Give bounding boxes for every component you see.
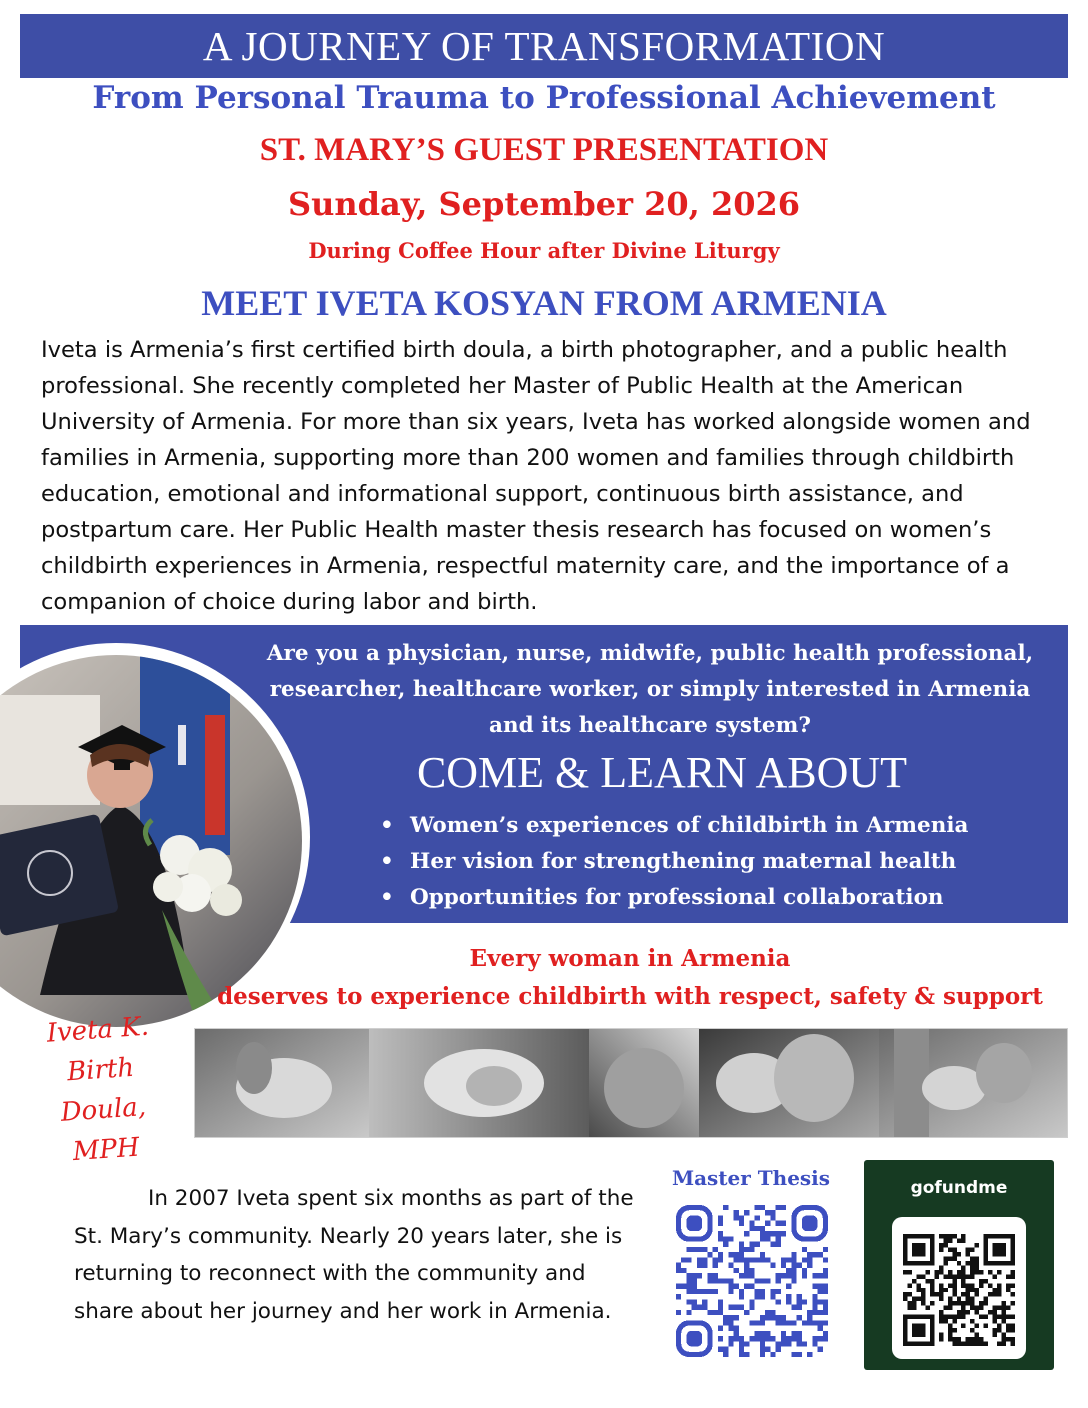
event-time-note: During Coffee Hour after Divine Liturgy bbox=[308, 238, 780, 263]
signature: Iveta K. Birth Doula, MPH bbox=[45, 1011, 150, 1168]
gofundme-logo: gofundme bbox=[910, 1178, 1008, 1198]
speaker-heading: MEET IVETA KOSYAN FROM ARMENIA bbox=[201, 283, 887, 323]
learn-heading: COME & LEARN ABOUT bbox=[416, 748, 908, 797]
presentation-label: ST. MARY’S GUEST PRESENTATION bbox=[259, 132, 829, 168]
thesis-label: Master Thesis bbox=[671, 1166, 831, 1190]
community-note: In 2007 Iveta spent six months as part of the St. Mary’s community. Nearly 20 years later, she is returning to reconnect with the community and share about her journey and her work in Armenia. bbox=[74, 1186, 634, 1324]
thesis-qr-code[interactable] bbox=[676, 1205, 828, 1357]
event-date: Sunday, September 20, 2026 bbox=[287, 185, 800, 223]
childbirth-photo-strip bbox=[194, 1028, 1068, 1138]
list-item: • Women’s experiences of childbirth in Armenia bbox=[380, 808, 1040, 844]
list-item: • Opportunities for professional collaboration bbox=[380, 880, 1040, 916]
audience-question: Are you a physician, nurse, midwife, public health professional, researcher, healthcare worker, or simply interested in Armenia and its healthcare system? bbox=[266, 641, 1034, 738]
page-title: A JOURNEY OF TRANSFORMATION bbox=[202, 23, 886, 69]
motto bbox=[200, 940, 1060, 1016]
subtitle: From Personal Trauma to Professional Achievement bbox=[92, 80, 996, 116]
list-item: • Her vision for strengthening maternal health bbox=[380, 844, 1040, 880]
gofundme-qr-code[interactable] bbox=[903, 1234, 1015, 1346]
motto-line-1: Every woman in Armenia bbox=[469, 945, 791, 972]
topic-list bbox=[380, 808, 1040, 916]
speaker-bio: Iveta is Armenia’s first certified birth doula, a birth photographer, and a public health professional. She recently completed her Master of Public Health at the American University of Armenia. For more than six years, Iveta has worked alongside women and families in Armenia, supporting more than 200 women and families through childbirth education, emotional and informational support, continuous birth assistance, and postpartum care. Her Public Health master thesis research has focused on women’s childbirth experiences in Armenia, respectful maternity care, and the importance of a companion of choice during labor and birth. bbox=[41, 337, 1031, 615]
motto-line-2: deserves to experience childbirth with respect, safety & support bbox=[217, 983, 1043, 1010]
title-banner bbox=[20, 14, 1068, 78]
